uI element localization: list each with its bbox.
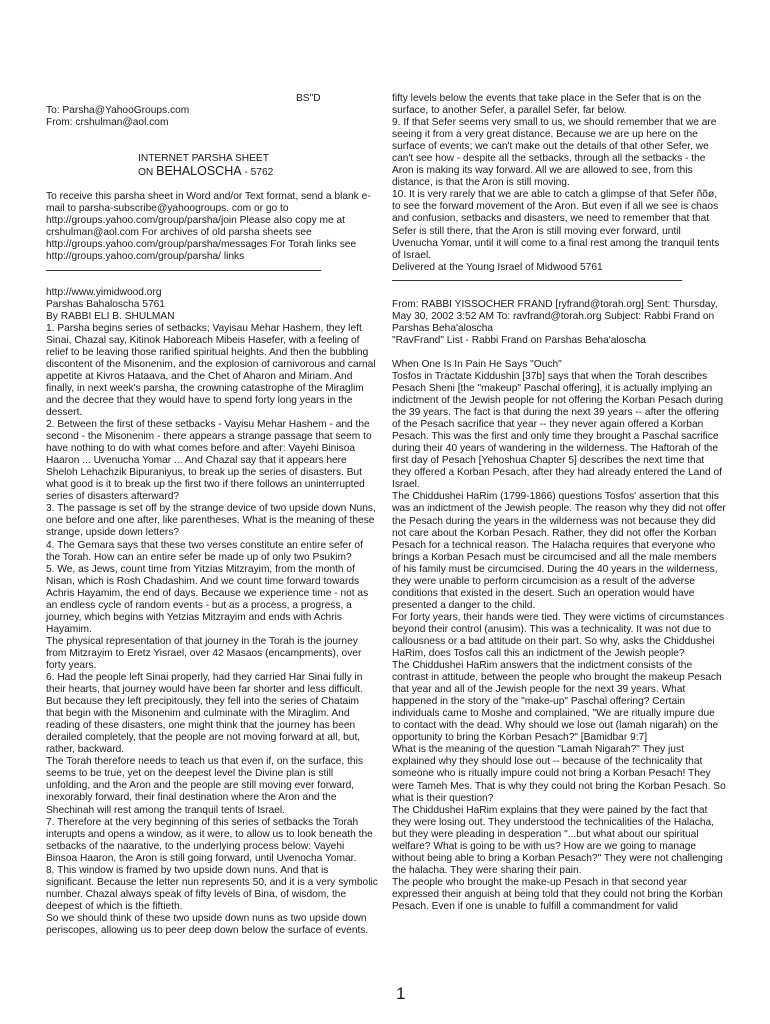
email-header: From: RABBI YISSOCHER FRAND [ryfrand@torah.org] Sent: Thursday, May 30, 2002 3:52 AM To: ravfrand@torah.org Subject: Rabbi Frand on Parshas Beha'aloscha — [392, 298, 718, 334]
paragraph: 4. The Gemara says that these two verses constitute an entire sefer of the Torah. How can an entire sefer be made up of only two Psukim? — [46, 539, 363, 563]
paragraph: So we should think of these two upside down nuns as two upside down periscopes, allowing us to peer deep down below the surface of events. — [46, 912, 369, 936]
paragraph: 6. Had the people left Sinai properly, had they carried Har Sinai fully in their hearts, that journey would have been far shorter and less difficult. But because they left precipitously, they fell into the series of Chataim that begin with the Misonenim and culminate with the Miraglim. And reading of these disasters, one might think that the journey has been derailed completely, that the people are not moving forward at all, but, rather, backward. — [46, 672, 363, 756]
bsd-heading: BS"D — [296, 93, 321, 104]
article-title: Parshas Bahaloscha 5761 — [46, 298, 165, 310]
paragraph: 5. We, as Jews, count time from Yitzias Mitzrayim, from the month of Nisan, which is Rosh Chadashim. And we count time forward towards Achris Hayamim, the end of days. Because we experience time - not as an endless cycle of random events - but as a process, a progress, a journey, which begins with Yetzias Mitzrayim and ends with Achris Hayamim. — [46, 563, 369, 635]
paragraph: The Chiddushei HaRim explains that they were pained by the fact that they were losing out. They understood the technicalities of the Halacha, but they were pleading in desperation "...but what about our spiritual welfare? What is going to be with us? How are we going to manage without being able to bring a Korban Pesach?" They were not challenging the halacha. They were sharing their pain. — [392, 804, 723, 876]
list-line: "RavFrand" List - Rabbi Frand on Parshas Beha'aloscha — [392, 334, 646, 346]
divider — [46, 270, 321, 271]
delivered-note: Delivered at the Young Israel of Midwood 5761 — [392, 261, 603, 273]
paragraph: 9. If that Sefer seems very small to us, we should remember that we are seeing it from a very great distance. Because we are up here on the surface of events; we can't make out the details of that other Sefer, we can't see how - despite all the setbacks, through all the setbacks - the Aron is making its way forward. All we are allowed to see, from this distance, is that the Aron is still moving. — [392, 117, 717, 189]
title-year: - 5762 — [241, 167, 274, 179]
paragraph: fifty levels below the events that take place in the Sefer that is on the surface, to another Sefer, a parallel Sefer, far below. — [392, 93, 702, 117]
paragraph: What is the meaning of the question "Lamah Nigarah?" They just explained why they should lose out -- because of the technicality that someone who is ritually impure could not bring a Korban Pesach! They were Tameh Mes. That is why they could not bring the Korban Pesach. So what is their question? — [392, 744, 726, 804]
from-line: From: crshulman@aol.com — [46, 117, 169, 129]
paragraph: 8. This window is framed by two upside down nuns. And that is significant. Because the letter nun represents 50, and it is a very symbolic number. Chazal always speak of fifty levels of Bina, of wisdom, the deepest of which is the fiftieth. — [46, 864, 378, 912]
title-on: ON — [138, 167, 157, 179]
to-line: To: Parsha@YahooGroups.com — [46, 105, 190, 117]
subscribe-info: To receive this parsha sheet in Word and/or Text format, send a blank e-mail to parsha-subscribe@yahoogroups. com or go to http://groups.yahoo.com/group/parsha/join Please also copy me at crshulman@aol.com For archives of old parsha sheets see http://groups.yahoo.com/group/parsha/messages For Torah links see http://groups.yahoo.com/group/parsha/ links — [46, 191, 371, 263]
source-url: http://www.yimidwood.org — [46, 286, 162, 298]
divider — [392, 280, 682, 281]
paragraph: For forty years, their hands were tied. They were victims of circumstances beyond their control (anusim). This was a technicality. It was not due to callousness or a bad attitude on their part. So why, asks the Chiddushei HaRim, does Tosfos call this an indictment of the Jewish people? — [392, 611, 725, 660]
paragraph: The people who brought the make-up Pesach in that second year expressed their anguish at being told that they could not bring the Korban Pesach. Even if one is unable to fulfill a commandment for valid — [392, 876, 723, 912]
spacer — [46, 179, 378, 191]
sheet-title: INTERNET PARSHA SHEET — [138, 153, 269, 165]
byline: By RABBI ELI B. SHULMAN — [46, 310, 175, 322]
article-title: When One Is In Pain He Says "Ouch" — [392, 358, 562, 370]
paragraph: The Chiddushei HaRim (1799-1866) questions Tosfos' assertion that this was an indictment of the Jewish people. The reason why they did not offer the Pesach during the years in the wilderness was not because they did not care about the Korban Pesach. Rather, they did not offer the Korban Pesach for a technical reason. The Halacha requires that everyone who brings a Korban Pesach must be circumcised and all the male members of his family must be circumcised. During the 40 years in the wilderness, they were unable to perform circumcision as a result of the adverse conditions that existed in the desert. Such an operation would have presented a danger to the child. — [392, 491, 726, 611]
spacer — [392, 347, 726, 359]
paragraph: Tosfos in Tractate Kiddushin [37b] says that when the Torah describes Pesach Sheni [the "makeup" Paschal offering], it is actually implying an indictment of the Jewish people for not offering the Korban Pesach during the 39 years. The fact is that during the next 39 years -- after the offering of the Pesach sacrifice that year -- they never again offered a Korban Pesach. This was the first and only time they brought a Paschal sacrifice during their 40 years of wandering in the wilderness. The Haftorah of the first day of Pesach [Yehoshua Chapter 5] describes the next time that they offered a Korban Pesach, after they had already entered the Land of Israel. — [392, 370, 724, 491]
title-parsha: BEHALOSCHA — [156, 164, 242, 179]
paragraph: The Chiddushei HaRim answers that the indictment consists of the contrast in attitude, between the people who brought the makeup Pesach that year and all of the Jewish people for the next 39 years. What happened in the story of the "make-up" Paschal offering? Certain individuals came to Moshe and complained, "We are ritually impure due to contact with the dead. Why should we lose out (lamah nigarah) on the opportunity to bring the Korban Pesach?" [Bamidbar 9:7] — [392, 660, 722, 744]
right-column — [392, 93, 726, 913]
paragraph: 2. Between the first of these setbacks - Vayisu Mehar Hashem - and the second - the Misonenim - there appears a strange passage that seem to have nothing to do with what comes before and after: Vayehi Binisoa Haaron ... Uvenucha Yomar ... And Chazal say that it appears here Sheloh Lehachzik Bipuraniyus, to break up the series of disasters. But what good is it to break up the first two if there follows an uninterrupted series of disasters afterward? — [46, 419, 372, 503]
paragraph: The Torah therefore needs to teach us that even if, on the surface, this seems to be true, yet on the deepest level the Divine plan is still unfolding, and the Aron and the people are still moving ever forward, inexorably forward, their final destination where the Aron and the Shechinah will rest among the tranquil tents of Israel. — [46, 756, 363, 816]
sheet-subtitle — [46, 165, 378, 179]
paragraph: The physical representation of that journey in the Torah is the journey from Mitzrayim to Eretz Yisrael, over 42 Masaos (encampments), over forty years. — [46, 635, 362, 671]
paragraph: 10. It is very rarely that we are able to catch a glimpse of that Sefer ñõø, to see the forward movement of the Aron. But even if all we see is chaos and confusion, setbacks and disasters, we need to remember that that Sefer is still there, that the Aron is still moving ever forward, until Uvenucha Yomar, until it will come to a final rest among the tranquil tents of Israel. — [392, 189, 720, 261]
paragraph: 1. Parsha begins series of setbacks; Vayisau Mehar Hashem, they left Sinai, Chazal say, Kitinok Haboreach Mibeis Hasefer, with a feeling of relief to be leaving those rarified spiritual heights. And then the bubbling discontent of the Misonenim, and the explosion of carnivorous and carnal appetite at Kivros Hataava, and the Chet of Aharon and Miriam. And finally, in next week's parsha, the crowning catastrophe of the Miraglim and the decree that they would have to spend forty long years in the dessert. — [46, 322, 376, 418]
paragraph: 3. The passage is set off by the strange device of two upside down Nuns, one before and one after, like parentheses. What is the meaning of these strange, upside down letters? — [46, 503, 376, 539]
paragraph: 7. Therefore at the very beginning of this series of setbacks the Torah interupts and opens a window, as it were, to allow us to look beneath the setbacks of the naarative, to the underlying process below: Vayehi Binsoa Haaron, the Aron is still going forward, until Uvenocha Yomar. — [46, 816, 373, 864]
page-number: 1 — [396, 984, 406, 1003]
spacer — [46, 129, 378, 141]
left-column — [46, 93, 378, 937]
